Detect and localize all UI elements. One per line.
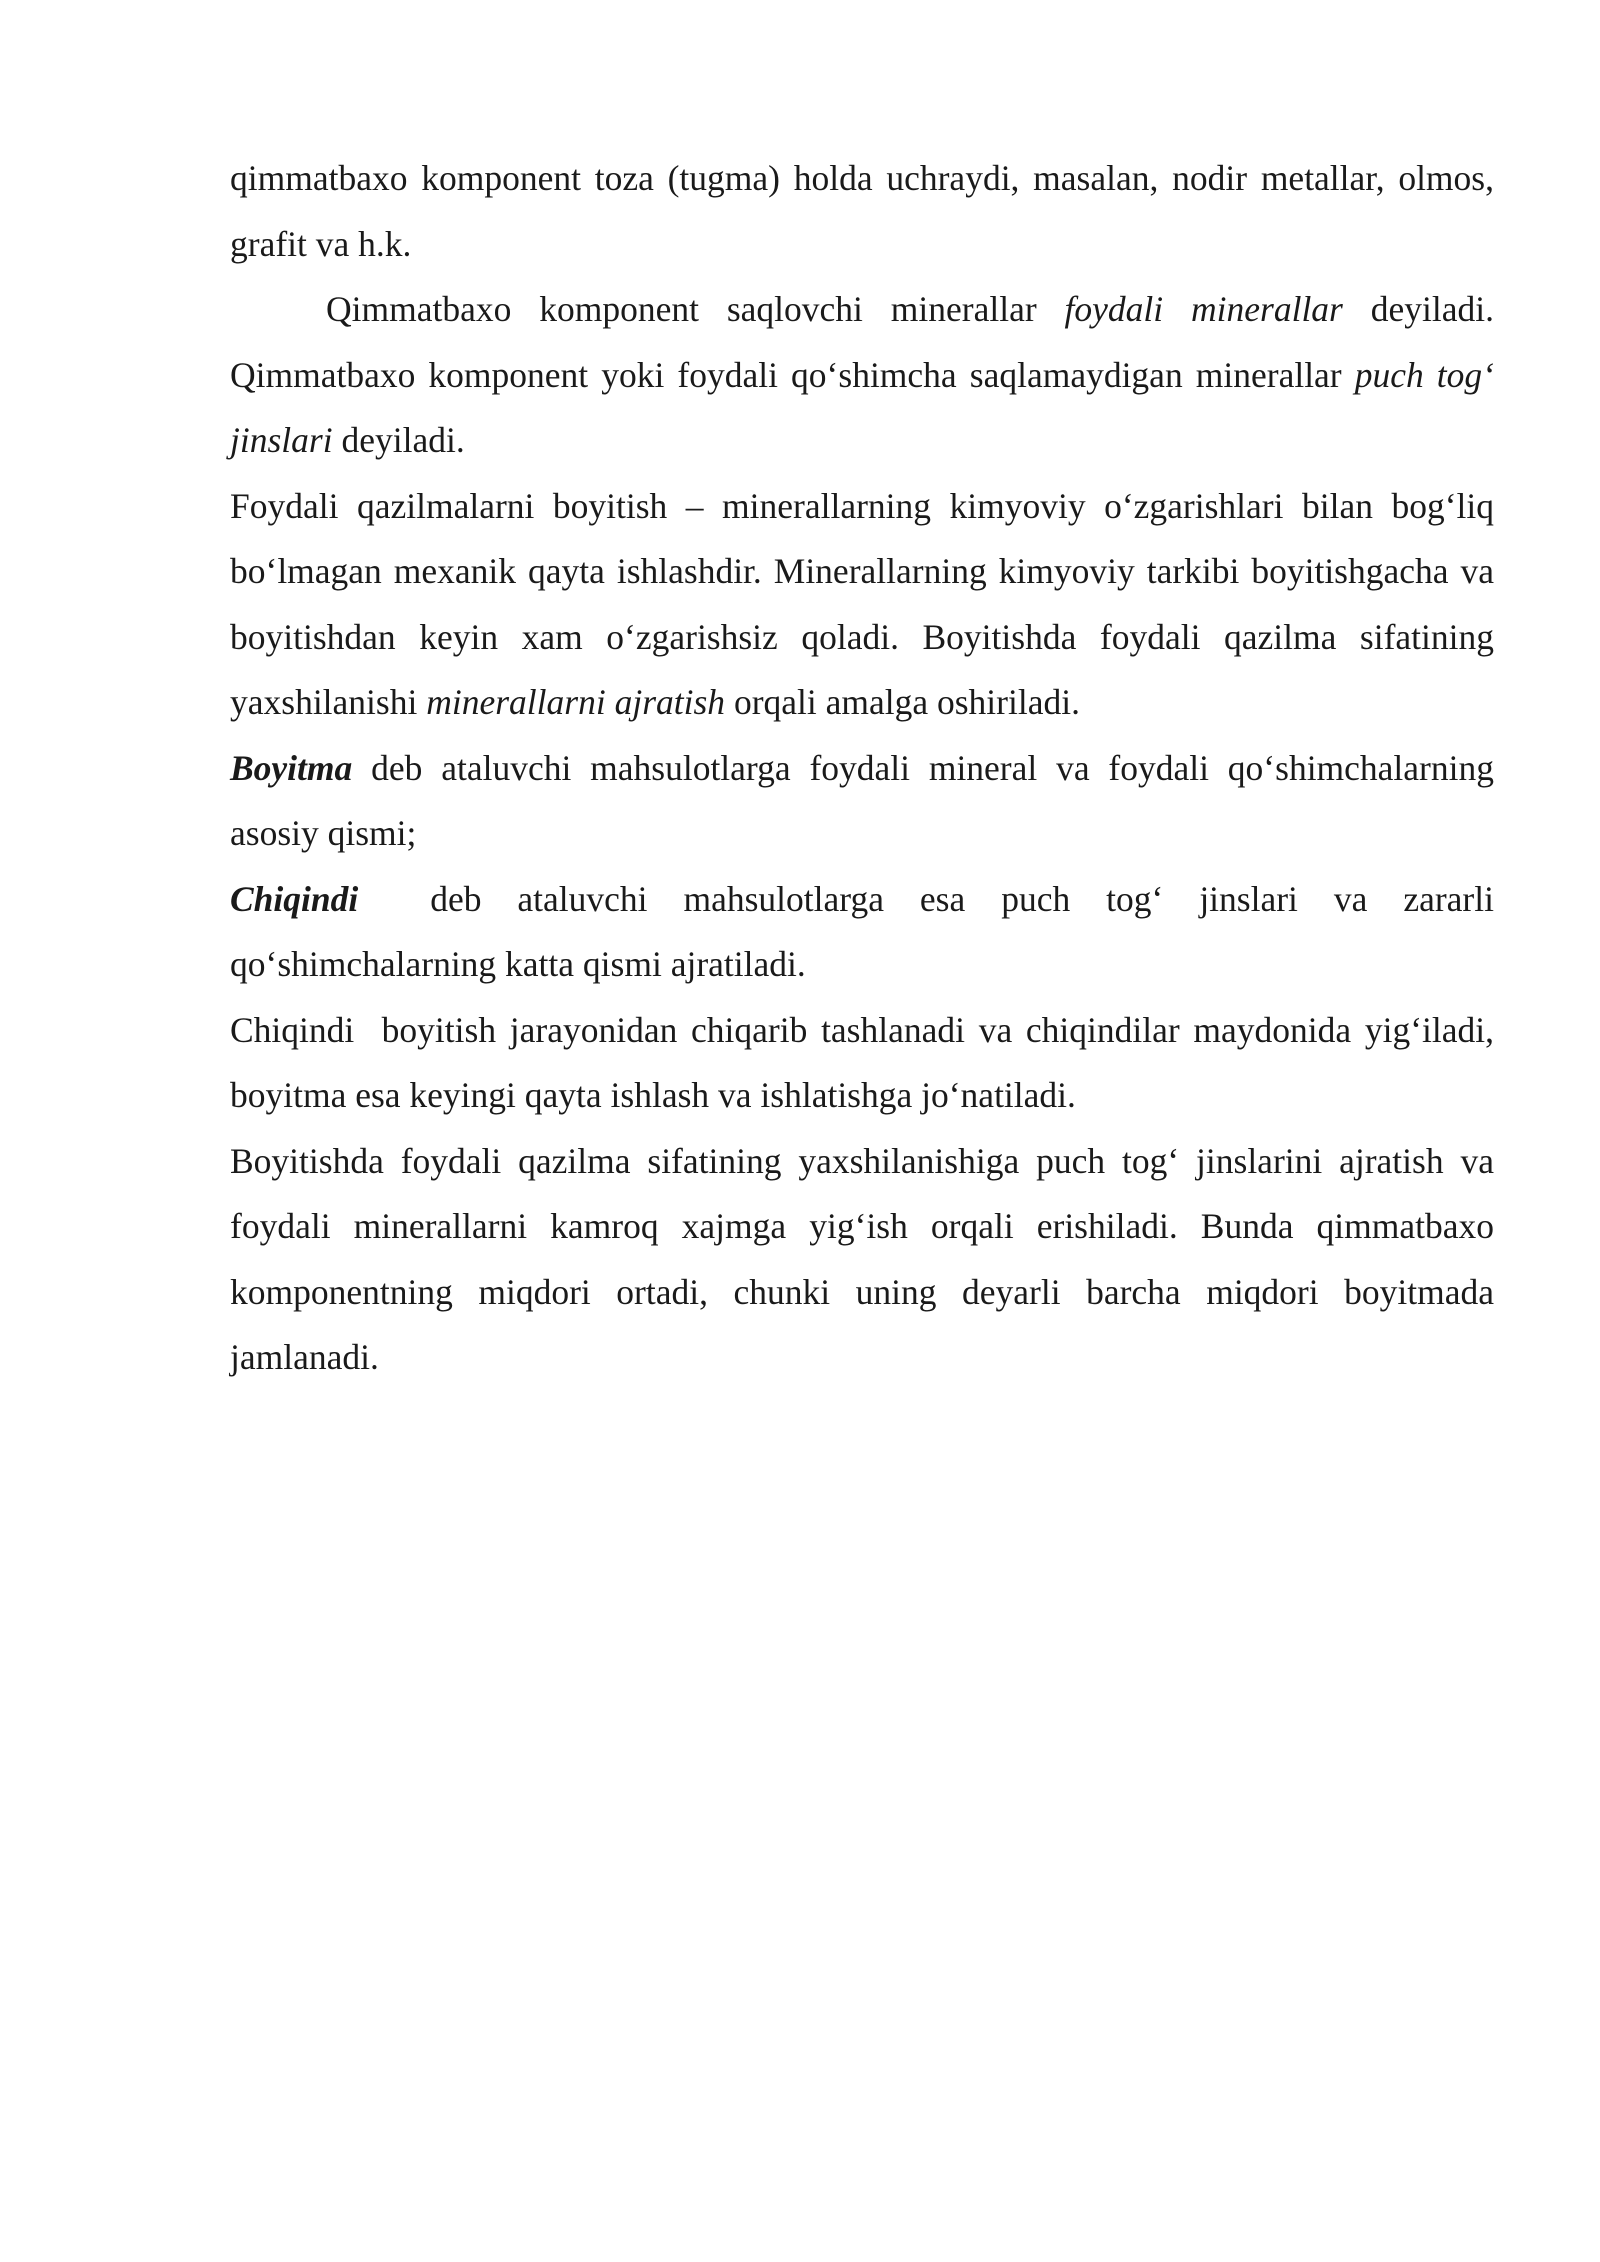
term-foydali-minerallar: foydali minerallar: [1064, 289, 1343, 329]
paragraph-text: Chiqindi boyitish jarayonidan chiqarib tashlanadi va chiqindilar maydonida yig‘iladi, boyitma esa keyingi qayta ishlash va ishlatishga jo‘natiladi.: [230, 1009, 1503, 1115]
paragraph-text: Boyitishda foydali qazilma sifatining yaxshilanishiga puch tog‘ jinslarini ajratish va foydali minerallarni kamroq xajmga yig‘ish orqali erishiladi. Bunda qimmatbaxo komponentning miqdori ortadi, chunki uning deyarli barcha miqdori boyitmada jamlanadi.: [230, 1140, 1494, 1377]
paragraph-text: qimmatbaxo komponent toza (tugma) holda uchraydi, masalan, nodir metallar, olmos, grafit va h.k.: [230, 158, 1494, 264]
paragraph-text: Foydali qazilmalarni boyitish – minerallarning kimyoviy o‘zgarishlari bilan bog‘liq bo‘lmagan mexanik qayta ishlashdir. Minerallarning kimyoviy tarkibi boyitishgacha va boyitishdan keyin xam o‘zgarishsiz qoladi. Boyitishda foydali qazilma sifatining yaxshilanishi: [230, 485, 1494, 722]
paragraph-chiqindi-disposal: [230, 998, 1503, 1129]
paragraph-text: Qimmatbaxo komponent saqlovchi minerallar: [326, 289, 1065, 329]
paragraph-text: orqali amalga oshiriladi.: [725, 682, 1080, 722]
paragraph-continuation: [230, 146, 1494, 277]
term-boyitma: Boyitma: [230, 747, 353, 788]
document-body: [230, 146, 1503, 1391]
paragraph-chiqindi: [230, 867, 1503, 998]
paragraph-text: deb ataluvchi mahsulotlarga foydali mineral va foydali qo‘shimchalarning asosiy qismi;: [230, 747, 1494, 853]
term-chiqindi: Chiqindi: [230, 878, 359, 919]
paragraph-boyitish-definition: [230, 474, 1494, 736]
paragraph-quality-improvement: [230, 1129, 1494, 1391]
term-puch-tog-jinslari: puch tog‘ jinslari: [230, 354, 1494, 460]
paragraph-text: deyiladi. Qimmatbaxo komponent yoki foydali qo‘shimcha saqlamaydigan minerallar: [230, 289, 1494, 395]
paragraph-text: deyiladi.: [332, 420, 465, 460]
paragraph-minerals-definition: [230, 277, 1494, 474]
paragraph-text: deb ataluvchi mahsulotlarga esa puch tog‘ jinslari va zararli qo‘shimchalarning katta qismi ajratiladi.: [230, 878, 1503, 984]
paragraph-boyitma: [230, 736, 1494, 867]
term-minerallarni-ajratish: minerallarni ajratish: [426, 682, 726, 722]
